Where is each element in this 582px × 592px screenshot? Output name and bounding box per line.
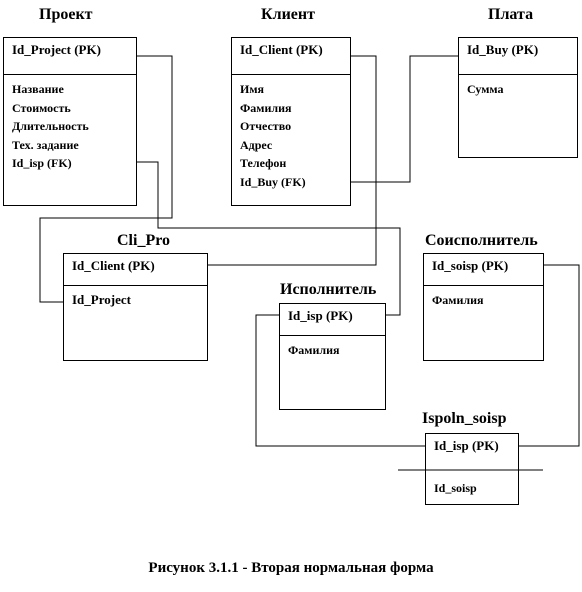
payment-entity[interactable]	[458, 37, 578, 158]
ispoln-soisp-pk: Id_isp (PK)	[434, 438, 499, 453]
ispoln-soisp-attributes	[426, 471, 518, 498]
client-attr-first-name: Имя	[240, 82, 264, 96]
coexecutor-attr-last-name: Фамилия	[432, 293, 484, 307]
payment-title: Плата	[488, 6, 534, 23]
ispoln-soisp-entity[interactable]	[425, 433, 519, 505]
executor-entity[interactable]	[279, 303, 386, 410]
project-title: Проект	[39, 6, 93, 23]
ispoln-soisp-attr-id-soisp: Id_soisp	[434, 481, 477, 495]
client-attr-patronymic: Отчество	[240, 119, 292, 133]
coexecutor-pk: Id_soisp (PK)	[424, 254, 543, 286]
cli-pro-entity[interactable]	[63, 253, 208, 361]
project-entity[interactable]	[3, 37, 137, 206]
coexecutor-attributes	[424, 286, 543, 310]
payment-attributes	[459, 75, 577, 99]
cli-pro-attributes	[64, 286, 207, 310]
payment-attr-sum: Сумма	[467, 82, 504, 96]
cli-pro-pk: Id_Client (PK)	[64, 254, 207, 286]
ispoln-soisp-title: Ispoln_soisp	[422, 410, 507, 427]
project-attr-duration: Длительность	[12, 119, 89, 133]
client-attr-last-name: Фамилия	[240, 100, 292, 115]
payment-pk: Id_Buy (PK)	[459, 38, 577, 75]
project-attr-spec: Тех. задание	[12, 137, 79, 152]
client-pk: Id_Client (PK)	[232, 38, 350, 75]
project-pk: Id_Project (PK)	[4, 38, 136, 75]
client-title: Клиент	[261, 6, 315, 23]
coexecutor-title: Соисполнитель	[425, 232, 538, 249]
project-attr-name: Название	[12, 82, 64, 96]
executor-pk: Id_isp (PK)	[280, 304, 385, 336]
client-entity[interactable]	[231, 37, 351, 206]
executor-title: Исполнитель	[280, 281, 377, 298]
project-attr-cost: Стоимость	[12, 100, 71, 115]
client-attributes	[232, 75, 350, 191]
cli-pro-title: Cli_Pro	[117, 232, 171, 249]
executor-attr-last-name: Фамилия	[288, 343, 340, 357]
figure-caption: Рисунок 3.1.1 - Вторая нормальная форма	[148, 560, 434, 576]
project-attributes	[4, 75, 136, 173]
client-attr-address: Адрес	[240, 137, 273, 152]
link-client-payment	[351, 56, 458, 182]
client-attr-phone: Телефон	[240, 156, 287, 170]
coexecutor-entity[interactable]	[423, 253, 544, 361]
client-attr-id-buy: Id_Buy (FK)	[240, 174, 306, 189]
project-attr-id-isp: Id_isp (FK)	[12, 156, 72, 170]
cli-pro-attr-id-project: Id_Project	[72, 292, 131, 307]
executor-attributes	[280, 336, 385, 360]
